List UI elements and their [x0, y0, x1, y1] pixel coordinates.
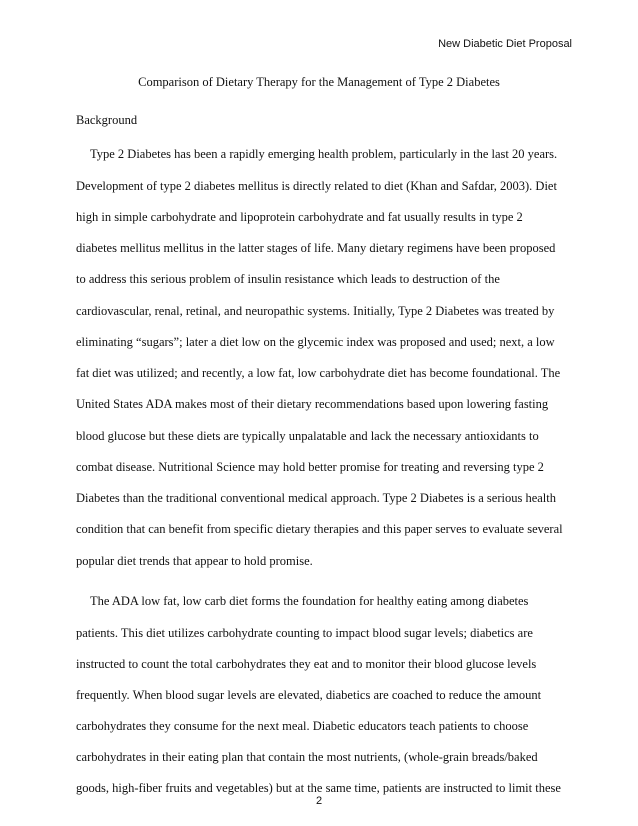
- text-line: United States ADA makes most of their dietary recommendations based upon lowering fasting: [76, 397, 549, 411]
- text-line: patients. This diet utilizes carbohydrate counting to impact blood sugar levels; diabetics are: [76, 626, 533, 640]
- text-line: frequently. When blood sugar levels are elevated, diabetics are coached to reduce the amount: [76, 688, 542, 702]
- text-line: fat diet was utilized; and recently, a low fat, low carbohydrate diet has become foundational. The: [76, 366, 561, 380]
- text-line: goods, high-fiber fruits and vegetables) but at the same time, patients are instructed to limit these: [76, 781, 561, 795]
- text-line: Diabetes than the traditional conventional medical approach. Type 2 Diabetes is a serious health: [76, 491, 556, 505]
- text-line: condition that can benefit from specific dietary therapies and this paper serves to evaluate several: [76, 522, 563, 536]
- text-line: carbohydrates they consume for the next meal. Diabetic educators teach patients to choose: [76, 719, 529, 733]
- section-heading: Background: [76, 113, 138, 127]
- text-line: instructed to count the total carbohydrates they eat and to monitor their blood glucose levels: [76, 657, 537, 671]
- text-line: carbohydrates in their eating plan that contain the most nutrients, (whole-grain breads/baked: [76, 750, 538, 764]
- text-line: eliminating “sugars”; later a diet low on the glycemic index was proposed and used; next, a low: [76, 335, 555, 349]
- text-line: popular diet trends that appear to hold promise.: [76, 554, 313, 568]
- page-number: 2: [315, 795, 323, 807]
- text-line: combat disease. Nutritional Science may hold better promise for treating and reversing type 2: [76, 460, 544, 474]
- text-line: to address this serious problem of insulin resistance which leads to destruction of the: [76, 272, 500, 286]
- text-line: blood glucose but these diets are typically unpalatable and lack the necessary antioxidants to: [76, 429, 539, 443]
- text-line: high in simple carbohydrate and lipoprotein carbohydrate and fat usually results in type 2: [76, 210, 523, 224]
- text-line: diabetes mellitus mellitus in the latter stages of life. Many dietary regimens have been proposed: [76, 241, 556, 255]
- text-line: Type 2 Diabetes has been a rapidly emerging health problem, particularly in the last 20 years.: [90, 147, 558, 161]
- document-title: Comparison of Dietary Therapy for the Management of Type 2 Diabetes: [138, 75, 500, 89]
- text-line: cardiovascular, renal, retinal, and neuropathic systems. Initially, Type 2 Diabetes was treated by: [76, 304, 555, 318]
- text-line: Development of type 2 diabetes mellitus is directly related to diet (Khan and Safdar, 2003). Diet: [76, 179, 557, 193]
- text-line: The ADA low fat, low carb diet forms the foundation for healthy eating among diabetes: [90, 594, 529, 608]
- running-header: New Diabetic Diet Proposal: [438, 38, 572, 50]
